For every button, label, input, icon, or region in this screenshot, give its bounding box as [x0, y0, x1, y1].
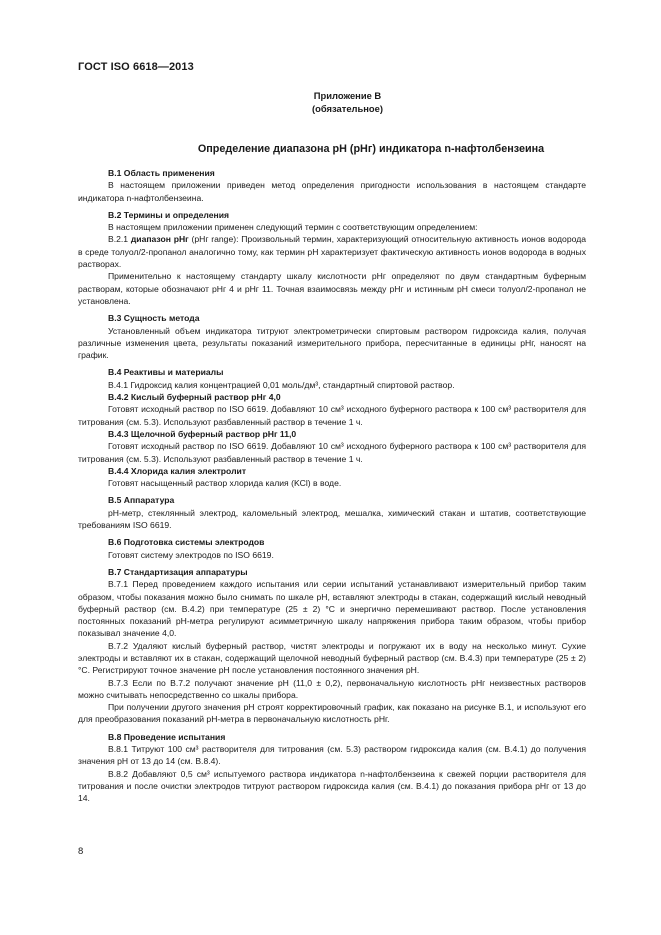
definition-text: (pHг range): Произвольный термин, характеризующий относительную активность ионов водорода в среде толуол/2-пропанол аналогично тому, как термин pH характеризует фактическую активность ионов водорода в водных растворах. — [78, 234, 586, 270]
section-heading: В.3 Сущность метода — [108, 313, 200, 324]
section-heading: В.4 Реактивы и материалы — [108, 367, 224, 378]
page-title: Определение диапазона pH (pHг) индикатора n-нафтолбензеина — [197, 143, 545, 155]
definition-term: диапазон pHг — [130, 234, 189, 245]
paragraph: Применительно к настоящему стандарту шкалу кислотности pHг определяют по двум стандартным буферным растворам, которые обозначают pHг 4 и pHг 11. Точная взаимосвязь между pHг и истинным pH смеси толуол/2-пропанол не установлена. — [78, 271, 586, 306]
paragraph: Готовят систему электродов по ISO 6619. — [108, 549, 274, 560]
paragraph: В.8.1 Титруют 100 см³ растворителя для титрования (см. 5.3) раствором гидроксида калия (см. В.4.1) до получения значения pH от 13 до 14 (см. В.8.4). — [78, 744, 586, 767]
section-heading: В.6 Подготовка системы электродов — [108, 537, 265, 548]
paragraph: pH-метр, стеклянный электрод, каломельный электрод, мешалка, химический стакан и штатив, соответствующие требованиям ISO 6619. — [78, 507, 586, 531]
subsection-heading: В.4.3 Щелочной буферный раствор pHг 11,0 — [108, 428, 297, 439]
section-heading: В.7 Стандартизация аппаратуры — [108, 566, 248, 577]
paragraph: В настоящем приложении приведен метод определения пригодности использования в настоящем стандарте индикатора n-нафтолбензеина. — [78, 180, 586, 203]
definition-paragraph — [78, 233, 586, 270]
definition-number: В.2.1 — [108, 234, 129, 245]
paragraph: В.7.2 Удаляют кислый буферный раствор, чистят электроды и погружают их в воду на несколько минут. Сухие электроды и вставляют их в стакан, содержащий щелочной неводный буферный раствор (см. В.4.3) при температуре (25 ± 2) °С. Регистрируют точное значение pH после установления постоянного значения pH. — [78, 640, 586, 676]
paragraph: Готовят исходный раствор по ISO 6619. Добавляют 10 см³ исходного буферного раствора к 100 см³ растворителя для титрования (см. 5.3). Используют разбавленный раствор в течение 1 ч. — [78, 404, 586, 427]
paragraph: В.4.1 Гидроксид калия концентрацией 0,01 моль/дм³, стандартный спиртовой раствор. — [108, 379, 455, 390]
paragraph: В.8.2 Добавляют 0,5 см³ испытуемого раствора индикатора n-нафтолбензеина к свежей порции растворителя для титрования и после очистки электродов титруют раствором гидроксида калия (см. В.4.1) до показания прибора pHг от 13 до 14. — [78, 768, 586, 804]
appendix-subtitle: (обязательное) — [312, 102, 383, 114]
document-body — [78, 167, 586, 805]
appendix-label — [0, 90, 661, 115]
paragraph: При получении другого значения pH строят корректировочный график, как показано на рисунке В.1, и используют его для преобразования показаний pH-метра в первоначальную кислотность pHг. — [78, 702, 586, 725]
section-heading: В.2 Термины и определения — [108, 209, 230, 220]
paragraph: В настоящем приложении применен следующий термин с соответствующим определением: — [108, 222, 478, 233]
section-heading: В.1 Область применения — [108, 168, 215, 178]
paragraph: Готовят исходный раствор по ISO 6619. Добавляют 10 см³ исходного буферного раствора к 100 см³ растворителя для титрования (см. 5.3). Используют разбавленный раствор в течение 1 ч. — [78, 441, 586, 464]
appendix-title: Приложение В — [313, 90, 382, 101]
document-header: ГОСТ ISO 6618—2013 — [78, 61, 194, 73]
section-heading: В.5 Аппаратура — [108, 495, 175, 506]
section-heading: В.8 Проведение испытания — [108, 731, 226, 742]
paragraph: В.7.1 Перед проведением каждого испытания или серии испытаний устанавливают измерительный прибор таким образом, чтобы показания можно было снимать по шкале pH, вставляют электроды в стакан, содержащий кислый неводный буферный раствор (см. В.4.2) при температуре (25 ± 2) °С и энергично перемешивают раствор. После установления постоянных показаний pH-метра регулируют асимметричную шкалу напряжения прибора таким образом, чтобы прибор показывал значение 4,0. — [78, 579, 586, 639]
subsection-heading: В.4.2 Кислый буферный раствор pHг 4,0 — [108, 392, 281, 403]
paragraph: Установленный объем индикатора титруют электрометрически спиртовым раствором гидроксида калия, получая различные изменения цвета, результаты показаний измерительного прибора, пересчитанные в единицы pHг, наносят на график. — [78, 325, 586, 361]
paragraph: В.7.3 Если по В.7.2 получают значение pH (11,0 ± 0,2), первоначальную кислотность pHг неизвестных растворов можно считывать непосредственно со шкалы прибора. — [78, 677, 586, 700]
paragraph: Готовят насыщенный раствор хлорида калия (KCl) в воде. — [108, 478, 342, 489]
subsection-heading: В.4.4 Хлорида калия электролит — [108, 465, 247, 476]
page-number: 8 — [78, 846, 84, 857]
